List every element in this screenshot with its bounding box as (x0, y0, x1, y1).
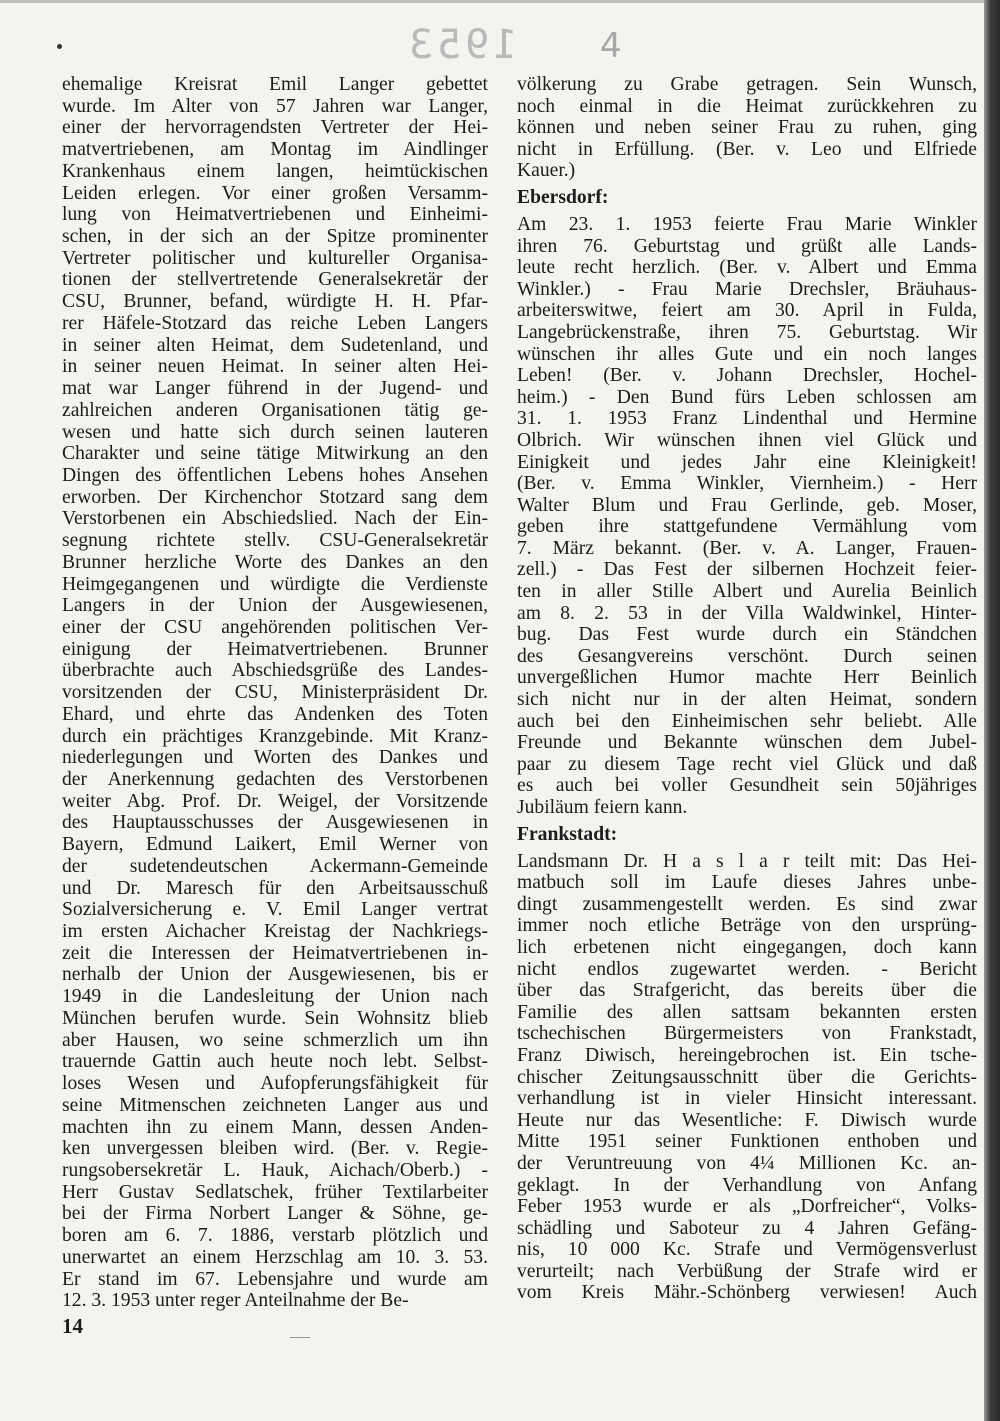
text-line: Sozialversicherung e. V. Emil Langer vertrat (62, 899, 488, 921)
text-line: trauernde Gattin auch heute noch lebt. Selbst- (62, 1051, 488, 1073)
text-line: Leiden erlegen. Vor einer großen Versamm- (62, 182, 488, 204)
text-line: Winkler.) - Frau Marie Drechsler, Bräuhaus- (517, 278, 977, 300)
text-line: unerwartet an einem Herzschlag am 10. 3. 53. (62, 1246, 488, 1268)
text-line: geklagt. In der Verhandlung von Anfang (517, 1174, 977, 1196)
text-line: wurde. Im Alter von 57 Jahren war Langer, (62, 95, 488, 117)
text-line: Vertreter politischer und kultureller Organisa- (62, 247, 488, 269)
text-line: unvergeßlichen Humor machte Herr Beinlich (517, 667, 977, 689)
text-line: rer Häfele-Stotzard das reiche Leben Langers (62, 312, 488, 334)
right-column (517, 74, 977, 1304)
text-line: Langebrückenstraße, ihren 75. Geburtstag. Wir (517, 321, 977, 343)
text-line: segnung richtete stellv. CSU-Generalsekretär (62, 530, 488, 552)
text-line: in seiner neuen Heimat. In seiner alten Hei- (62, 356, 488, 378)
text-line: zell.) - Das Fest der silbernen Hochzeit feier- (517, 559, 977, 581)
text-line: (Ber. v. Emma Winkler, Viernheim.) - Herr (517, 473, 977, 495)
text-line: es auch bei voller Gesundheit sein 50jähriges (517, 775, 977, 797)
text-line: in seiner alten Heimat, dem Sudetenland, und (62, 334, 488, 356)
handwritten-issue-number: 4 (600, 26, 622, 66)
text-line: Freunde und Bekannte wünschen dem Jubel- (517, 732, 977, 754)
binding-shadow (984, 0, 1000, 1421)
text-line: Heimgegangenen und würdigte die Verdienste (62, 573, 488, 595)
text-line: Olbrich. Wir wünschen ihnen viel Glück und (517, 429, 977, 451)
print-mark (290, 1337, 310, 1338)
text-line: Heute nur das Wesentliche: F. Diwisch wurde (517, 1109, 977, 1131)
text-line: lung von Heimatvertriebenen und Einheimi- (62, 204, 488, 226)
text-line: verhandlung ist in vieler Hinsicht interessant. (517, 1088, 977, 1110)
text-line: des Gesangvereins verschönt. Durch seinen (517, 645, 977, 667)
text-line: nis, 10 000 Kc. Strafe und Vermögensverlust (517, 1239, 977, 1261)
text-line: zeit die Interessen der Heimatvertriebenen in- (62, 942, 488, 964)
text-line: wünschen ihr alles Gute und ein noch langes (517, 343, 977, 365)
page-top-edge (0, 0, 1000, 3)
text-line: dingt zusammengestellt werden. Es sind zwar (517, 893, 977, 915)
text-line: Krankenhaus einem langen, heimtückischen (62, 160, 488, 182)
text-line: über das Strafgericht, das bereits über die (517, 980, 977, 1002)
text-line: 31. 1. 1953 Franz Lindenthal und Hermine (517, 408, 977, 430)
text-line: Einigkeit und jedes Jahr eine Kleinigkeit! (517, 451, 977, 473)
text-line: einer der CSU angehörenden politischen Ver- (62, 616, 488, 638)
text-line: paar zu diesem Tage recht viel Glück und daß (517, 753, 977, 775)
text-line: des Hauptausschusses der Ausgewiesenen in (62, 812, 488, 834)
text-line: Langers in der Union der Ausgewiesenen, (62, 595, 488, 617)
text-line: CSU, Brunner, befand, würdigte H. H. Pfar- (62, 291, 488, 313)
text-line: mat war Langer führend in der Jugend- und (62, 378, 488, 400)
text-line: rungsobersekretär L. Hauk, Aichach/Oberb.) - (62, 1159, 488, 1181)
text-line: Feber 1953 wurde er als „Dorfreicher“, Volks- (517, 1196, 977, 1218)
text-line: auch bei den Einheimischen sehr beliebt. Alle (517, 710, 977, 732)
text-line: machten ihn zu einem Mann, dessen Anden- (62, 1116, 488, 1138)
text-line: 1949 in die Landesleitung der Union nach (62, 986, 488, 1008)
ink-dot (57, 44, 62, 49)
text-line: ken unvergessen bleiben wird. (Ber. v. Regie- (62, 1138, 488, 1160)
text-line: Landsmann Dr. H a s l a r teilt mit: Das Hei- (517, 850, 977, 872)
text-line: boren am 6. 7. 1886, verstarb plötzlich und (62, 1225, 488, 1247)
text-line: völkerung zu Grabe getragen. Sein Wunsch, (517, 74, 977, 95)
text-line: Er stand im 67. Lebensjahre und wurde am (62, 1268, 488, 1290)
text-line: 12. 3. 1953 unter reger Anteilnahme der Be- (62, 1290, 409, 1312)
text-line: Franz Diwisch, hereingebrochen ist. Ein tsche- (517, 1044, 977, 1066)
text-line: geben ihre stattgefundene Vermählung vom (517, 516, 977, 538)
text-line: loses Wesen und Aufopferungsfähigkeit für (62, 1073, 488, 1095)
text-line: weiter Abg. Prof. Dr. Weigel, der Vorsitzende (62, 790, 488, 812)
text-line: der Anerkennung gedachten des Verstorbenen (62, 769, 488, 790)
text-line: arbeiterswitwe, feiert am 30. April in Fulda, (517, 300, 977, 322)
text-line: 7. März bekannt. (Ber. v. A. Langer, Frauen- (517, 537, 977, 559)
text-line: niederlegungen und Worten des Dankes und (62, 747, 488, 769)
text-line: bei der Firma Norbert Langer & Söhne, ge- (62, 1203, 488, 1225)
text-line: am 8. 2. 53 in der Villa Waldwinkel, Hinter- (517, 602, 977, 624)
text-line: tionen der stellvertretende Generalsekretär der (62, 269, 488, 291)
text-line: heim.) - Den Bund fürs Leben schlossen am (517, 386, 977, 408)
text-line: einer der hervorragendsten Vertreter der Hei- (62, 117, 488, 139)
text-line: der Veruntreuung von 4¼ Millionen Kc. an- (517, 1152, 977, 1174)
text-line: Herr Gustav Sedlatschek, früher Textilarbeiter (62, 1181, 488, 1203)
text-line: nerhalb der Union der Ausgewiesenen, bis er (62, 964, 488, 986)
text-line: Brunner herzliche Worte des Dankes an den (62, 551, 488, 573)
left-column (62, 74, 488, 1312)
text-line: Dingen des öffentlichen Lebens hohes Ansehen (62, 464, 488, 486)
text-line: und Dr. Maresch für den Arbeitsausschuß (62, 877, 488, 899)
text-line: bug. Das Fest wurde durch ein Ständchen (517, 624, 977, 646)
text-line: einigung der Heimatvertriebenen. Brunner (62, 638, 488, 660)
text-line: tschechischen Bürgermeisters von Frankstadt, (517, 1023, 977, 1045)
text-line: vom Kreis Mähr.-Schönberg verwiesen! Auch (517, 1282, 977, 1304)
text-line: sich nicht nur in der alten Heimat, sondern (517, 689, 977, 711)
text-line: im ersten Aichacher Kreistag der Nachkriegs- (62, 921, 488, 943)
text-line: Bayern, Edmund Laikert, Emil Werner von (62, 834, 488, 856)
text-line: chischer Zeitungsausschnitt über die Gerichts- (517, 1066, 977, 1088)
handwritten-year-stamp: 1953 (405, 22, 518, 68)
text-line: überbrachte auch Abschiedsgrüße des Landes- (62, 660, 488, 682)
text-line: Mitte 1951 seiner Funktionen enthoben und (517, 1131, 977, 1153)
text-line: leute recht herzlich. (Ber. v. Albert und Emma (517, 257, 977, 279)
text-line: ihren 76. Geburtstag und grüßt alle Lands- (517, 235, 977, 257)
text-line: immer noch etliche Beträge von den ursprüng- (517, 915, 977, 937)
text-line: erworben. Der Kirchenchor Stotzard sang dem (62, 486, 488, 508)
text-line: Walter Blum und Frau Gerlinde, geb. Moser, (517, 494, 977, 516)
text-line: Charakter und seine tätige Mitwirkung an den (62, 443, 488, 465)
text-line: Am 23. 1. 1953 feierte Frau Marie Winkler (517, 213, 977, 235)
text-line: verurteilt; nach Verbüßung der Strafe wird er (517, 1260, 977, 1282)
text-line: Leben! (Ber. v. Johann Drechsler, Hochel- (517, 365, 977, 387)
text-line: können und neben seiner Frau zu ruhen, ging (517, 117, 977, 139)
text-line: wesen und hatte sich durch seinen lauteren (62, 421, 488, 443)
text-line: Verstorbenen ein Abschiedslied. Nach der Ein- (62, 508, 488, 530)
text-line: matbuch soll im Laufe dieses Jahres unbe- (517, 872, 977, 894)
text-line: schen, in der sich an der Spitze prominenter (62, 226, 488, 248)
text-line: aber Hausen, wo seine schmerzlich um ihn (62, 1029, 488, 1051)
text-line: lich erbetenen nicht eingegangen, doch kann (517, 936, 977, 958)
text-line: Familie des allen sattsam bekannten ersten (517, 1001, 977, 1023)
text-line: seine Mitmenschen zeichneten Langer aus und (62, 1094, 488, 1116)
text-line: matvertriebenen, am Montag im Aindlinger (62, 139, 488, 161)
text-line: noch einmal in die Heimat zurückkehren zu (517, 95, 977, 117)
page-number: 14 (62, 1314, 83, 1338)
text-line: Jubiläum feiern kann. (517, 797, 688, 818)
text-line: nicht endlos zugewartet werden. - Bericht (517, 958, 977, 980)
text-line: schädling und Saboteur zu 4 Jahren Gefäng- (517, 1217, 977, 1239)
section-heading: Ebersdorf: (517, 186, 609, 208)
section-heading: Frankstadt: (517, 823, 618, 845)
text-line: der sudetendeutschen Ackermann-Gemeinde (62, 855, 488, 877)
text-line: ten in aller Stille Albert und Aurelia Beinlich (517, 581, 977, 603)
text-line: zahlreichen anderen Organisationen tätig ge- (62, 399, 488, 421)
text-line: durch ein prächtiges Kranzgebinde. Mit Kranz- (62, 725, 488, 747)
text-line: ehemalige Kreisrat Emil Langer gebettet (62, 74, 488, 95)
text-line: nicht in Erfüllung. (Ber. v. Leo und Elfriede (517, 138, 977, 160)
text-line: vorsitzenden der CSU, Ministerpräsident Dr. (62, 682, 488, 704)
text-line: Kauer.) (517, 160, 576, 182)
text-line: München berufen wurde. Sein Wohnsitz blieb (62, 1007, 488, 1029)
text-line: Ehard, und ehrte das Andenken des Toten (62, 703, 488, 725)
